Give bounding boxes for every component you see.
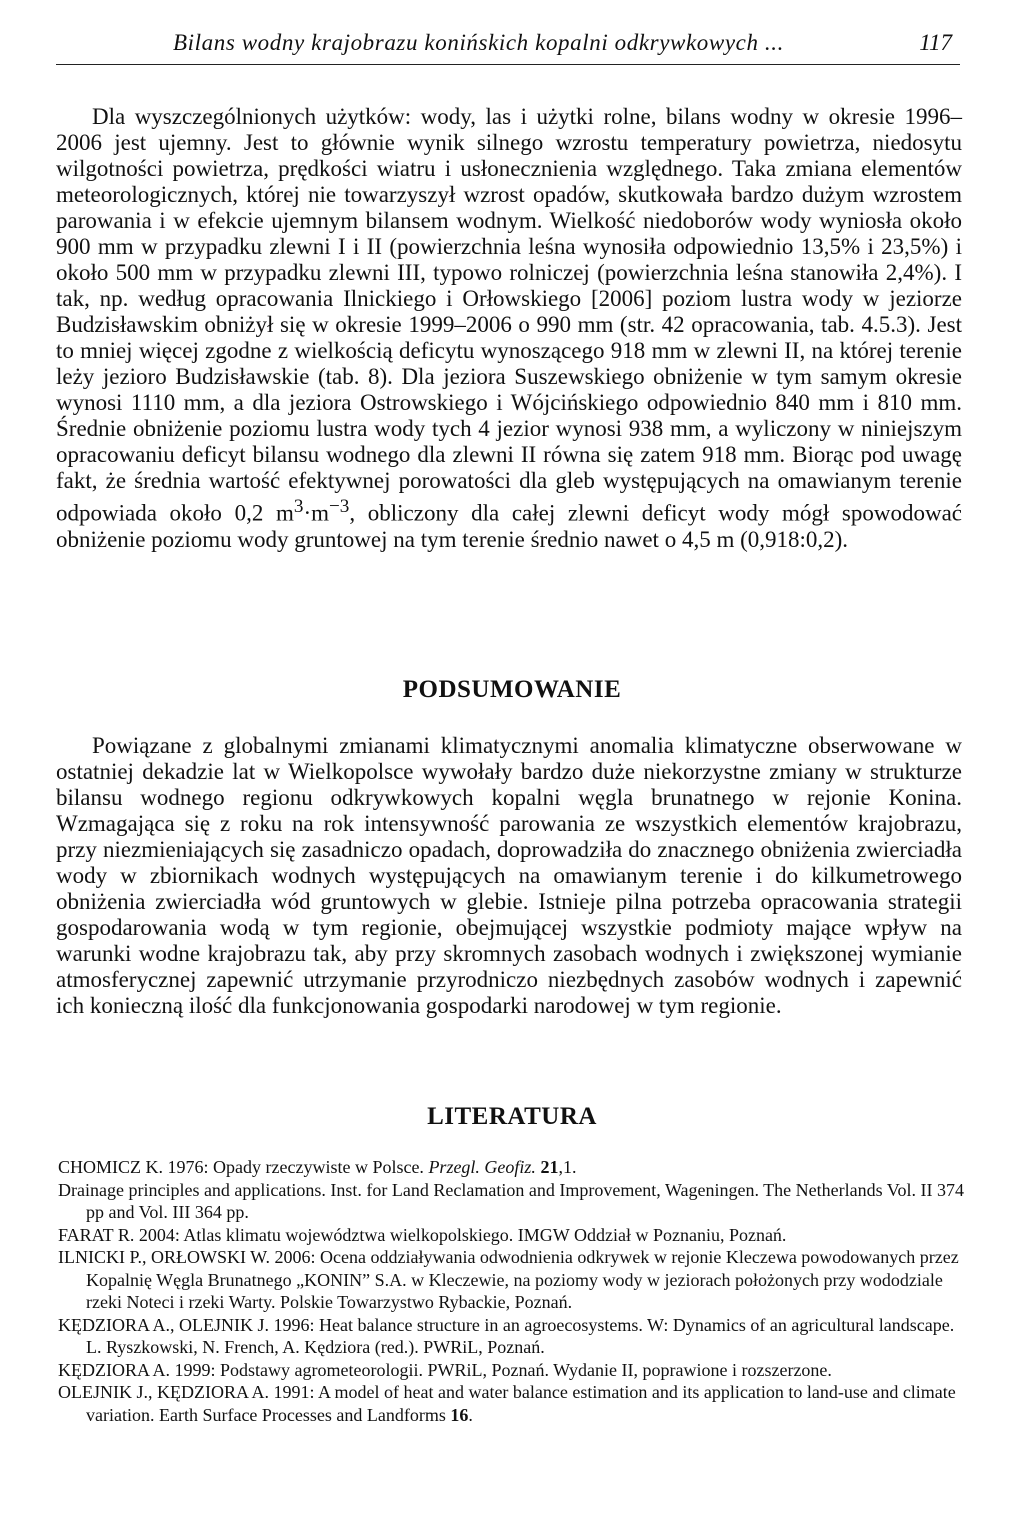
ref-journal: Przegl. Geofiz.	[428, 1157, 536, 1177]
ref-volume: 16	[450, 1404, 469, 1425]
formula-base: 0,2 m	[234, 500, 294, 526]
reference-list	[58, 1156, 966, 1426]
running-title: Bilans wodny krajobrazu konińskich kopalni odkrywkowych ...	[173, 30, 784, 55]
summary-paragraph: Powiązane z globalnymi zmianami klimatycznymi anomalia klimatyczne obserwowane w ostatniej dekadzie lat w Wielkopolsce wywołały bardzo duże niekorzystne zmiany w strukturze bilansu wodnego regionu odkrywkowych kopalni węgla brunatnego w rejonie Konina. Wzmagająca się z roku na rok intensywność parowania ze wszystkich elementów krajobrazu, przy niezmieniających się zasadniczo opadach, doprowadziła do znacznego obniżenia zwierciadła wody w zbiornikach wodnych występujących na omawianym terenie i do kilkumetrowego obniżenia zwierciadła wód gruntowych w glebie. Istnieje pilna potrzeba opracowania strategii gospodarowania wodą w tym regionie, obejmującej wszystkie podmioty mające wpływ na warunki wodne krajobrazu tak, aby przy skromnych zasobach wodnych i zwiększonej wymianie atmosferycznej zapewnić utrzymanie przyrodniczo niezbędnych zasobów wodnych i zapewnić ich konieczną ilość dla funkcjonowania gospodarki narodowej w tym regionie.	[56, 733, 962, 1018]
ref-volume: 21	[540, 1157, 559, 1177]
formula-exponent: 3	[293, 496, 304, 517]
running-header	[56, 28, 960, 65]
ref-text: KĘDZIORA A., OLEJNIK J. 1996: Heat balance structure in an agroecosystems. W: Dynamics of an agricultural landscape. L. Ryszkowski, N. French, A. Kędziora (red.). PWRiL, Poznań.	[58, 1314, 955, 1357]
ref-end: .	[468, 1404, 473, 1425]
reference-item	[58, 1359, 966, 1382]
ref-text: KĘDZIORA A. 1999: Podstawy agrometeorologii. PWRiL, Poznań. Wydanie II, poprawione i rozszerzone.	[58, 1359, 832, 1380]
body-paragraph	[56, 104, 962, 553]
reference-item	[58, 1179, 966, 1224]
reference-item	[58, 1246, 966, 1314]
ref-text: ILNICKI P., ORŁOWSKI W. 2006: Ocena oddziaływania odwodnienia odkrywek w rejonie Kleczewa powodowanych przez Kopalnię Węgla Brunatnego „KONIN” S.A. w Kleczewie, na poziomy wody w jeziorach położonych przy wododziale rzeki Noteci i rzeki Warty. Polskie Towarzystwo Rybackie, Poznań.	[58, 1247, 959, 1312]
summary-heading: PODSUMOWANIE	[402, 676, 622, 703]
reference-item	[58, 1156, 966, 1179]
page-number: 117	[919, 30, 952, 55]
literature-heading: LITERATURA	[427, 1103, 597, 1130]
ref-text: Drainage principles and applications. Inst. for Land Reclamation and Improvement, Wageningen. The Netherlands Vol. II 374 pp and Vol. III 364 pp.	[58, 1179, 964, 1222]
ref-text: OLEJNIK J., KĘDZIORA A. 1991: A model of heat and water balance estimation and its application to land-use and climate variation. Earth Surface Processes and Landforms	[58, 1382, 956, 1425]
paragraph-text: Dla wyszczególnionych użytków: wody, las i użytki rolne, bilans wodny w okresie 1996–2006 jest ujemny. Jest to głównie wynik silnego wzrostu temperatury powietrza, niedosytu wilgotności powietrza, prędkości wiatru i usłonecznienia względnego. Taka zmiana elementów meteorologicznych, której nie towarzyszył wzrost opadów, skutkowała bardzo dużym wzrostem parowania i w efekcie ujemnym bilansem wodnym. Wielkość niedoborów wody wyniosła około 900 mm w przypadku zlewni I i II (powierzchnia leśna wynosiła odpowiednio 13,5% i 23,5%) i około 500 mm w przypadku zlewni III, typowo rolniczej (powierzchnia leśna stanowiła 2,4%). I tak, np. według opracowania Ilnickiego i Orłowskiego [2006] poziom lustra wody w jeziorze Budzisławskim obniżył się w okresie 1999–2006 o 990 mm (str. 42 opracowania, tab. 4.5.3). Jest to mniej więcej zgodne z wielkością deficytu wynoszącego 918 mm w zlewni II, na której terenie leży jezioro Budzisławskie (tab. 8). Dla jeziora Suszewskiego obniżenie w tym samym okresie wynosi 1110 mm, a dla jeziora Ostrowskiego i Wójcińskiego odpowiednio 840 mm i 810 mm. Średnie obniżenie poziomu lustra wody tych 4 jezior wynosi 938 mm, a wyliczony w niniejszym opracowaniu deficyt bilansu wodnego dla zlewni II równa się zatem 918 mm. Biorąc pod uwagę fakt, że średnia wartość efektywnej porowatości dla gleb występujących na omawianym terenie odpowiada około	[56, 104, 962, 526]
ref-text: FARAT R. 2004: Atlas klimatu województwa wielkopolskiego. IMGW Oddział w Poznaniu, Poznań.	[58, 1224, 787, 1245]
body-section	[56, 104, 962, 553]
formula-mid: ·m	[303, 500, 329, 526]
reference-item	[58, 1381, 966, 1426]
ref-issue: ,1.	[558, 1157, 577, 1177]
ref-text: CHOMICZ K. 1976: Opady rzeczywiste w Polsce.	[58, 1157, 429, 1177]
paragraph-tail: , obliczony dla całej zlewni deficyt wody mógł spowodować obniżenie poziomu wody gruntowej na tym terenie średnio nawet o 4,5 m (0,918:0,2).	[56, 500, 963, 552]
reference-item	[58, 1224, 966, 1247]
reference-item	[58, 1314, 966, 1359]
formula-exponent-neg: −3	[329, 496, 350, 517]
